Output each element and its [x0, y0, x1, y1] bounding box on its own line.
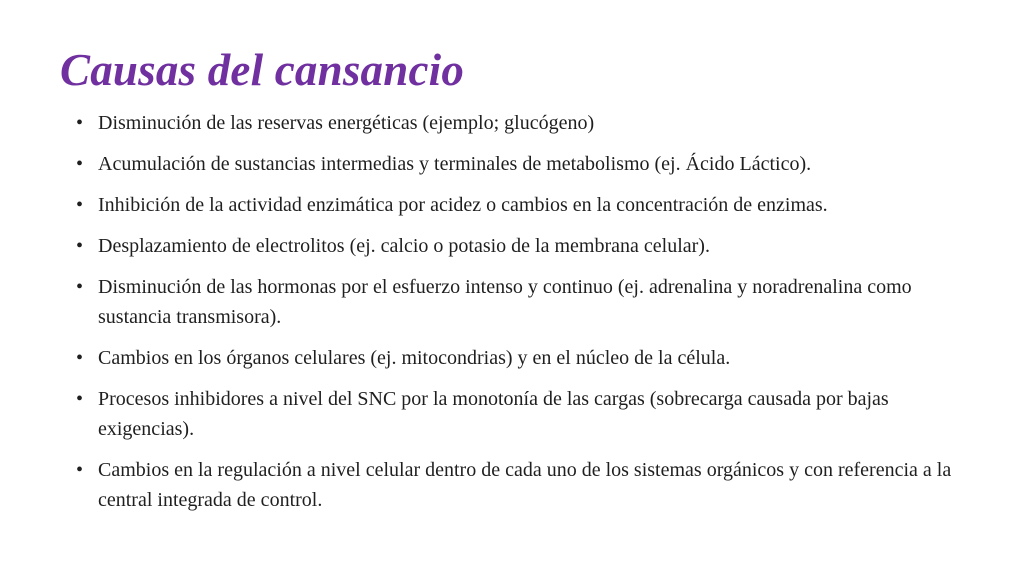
bullet-item: • Disminución de las reservas energéticas (ejemplo; glucógeno)	[76, 108, 956, 138]
slide-title: Causas del cansancio	[60, 45, 465, 95]
bullet-item: • Procesos inhibidores a nivel del SNC por la monotonía de las cargas (sobrecarga causada por bajas exigencias).	[76, 384, 956, 444]
bullet-item: • Desplazamiento de electrolitos (ej. calcio o potasio de la membrana celular).	[76, 231, 956, 261]
bullet-item: • Disminución de las hormonas por el esfuerzo intenso y continuo (ej. adrenalina y noradrenalina como sustancia transmisora).	[76, 272, 956, 332]
bullet-item: • Cambios en los órganos celulares (ej. mitocondrias) y en el núcleo de la célula.	[76, 343, 956, 373]
bullet-list	[76, 108, 956, 526]
bullet-item: • Cambios en la regulación a nivel celular dentro de cada uno de los sistemas orgánicos y con referencia a la central integrada de control.	[76, 455, 956, 515]
bullet-item: • Inhibición de la actividad enzimática por acidez o cambios en la concentración de enzimas.	[76, 190, 956, 220]
bullet-item: • Acumulación de sustancias intermedias y terminales de metabolismo (ej. Ácido Láctico).	[76, 149, 956, 179]
